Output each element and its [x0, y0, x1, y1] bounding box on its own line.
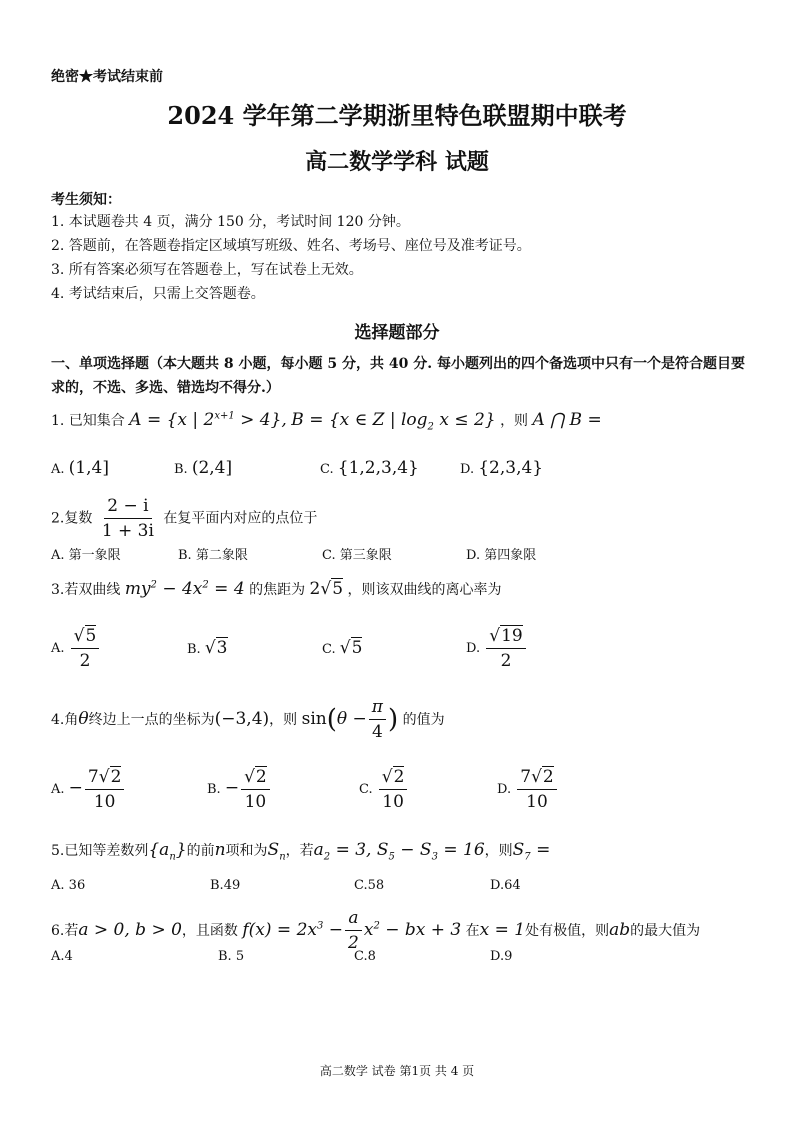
question-text: ，则 — [269, 712, 298, 728]
option-c[interactable]: C. √5 — [322, 638, 363, 658]
option-b[interactable]: B. 5 — [218, 949, 245, 964]
question-2 — [51, 496, 317, 541]
exam-subtitle: 高二数学学科 试题 — [305, 149, 489, 175]
question-5 — [51, 840, 550, 862]
math-fraction: $\frac{2 - i}{1 + 3i}$ — [101, 496, 154, 541]
question-number: 4. — [51, 712, 65, 728]
question-number: 5. — [51, 843, 65, 859]
question-text: 的前 — [186, 843, 215, 859]
question-text: ，则该双曲线的离心率为 — [347, 582, 502, 598]
question-text: 处有极值，则 — [525, 923, 610, 939]
option-d[interactable]: D. {2,3,4} — [460, 458, 544, 478]
math-condition: a > 0, b > 0 — [78, 920, 182, 940]
option-a[interactable]: A. 第一象限 — [51, 548, 121, 563]
option-d[interactable]: D. $\frac{√19}{2}$ — [466, 626, 528, 671]
part-heading: 一、单项选择题（本大题共 8 小题，每小题 5 分，共 40 分. 每小题列出的四个备选项中只有一个是符合题目要求的，不选、多选、错选均不得分.） — [51, 356, 745, 396]
question-text: 复数 — [64, 510, 93, 527]
math-n: n — [214, 840, 226, 860]
option-c[interactable]: C. 第三象限 — [322, 548, 392, 563]
math-sn: $S_n$ — [267, 840, 286, 863]
math-hyperbola: $my^2 - 4x^2 = 4$ — [124, 579, 245, 599]
question-text: 在 — [465, 923, 480, 939]
question-text: 的最大值为 — [630, 923, 701, 939]
question-number: 6. — [51, 923, 65, 939]
option-b[interactable]: B.49 — [210, 878, 241, 893]
question-text: 在复平面内对应的点位于 — [163, 510, 318, 527]
option-a[interactable]: A.4 — [51, 949, 73, 964]
math-focal: 2√5 — [309, 579, 344, 599]
option-b[interactable]: B. − $\frac{√2}{10}$ — [207, 767, 272, 812]
notice-heading: 考生须知： — [51, 192, 121, 208]
option-b[interactable]: B. (2,4] — [174, 458, 233, 478]
question-text: 的焦距为 — [249, 582, 306, 598]
question-text: 若 — [64, 923, 79, 939]
option-c[interactable]: C.8 — [354, 949, 376, 964]
question-number: 2. — [51, 510, 65, 527]
page-footer: 高二数学 试卷 第1页 共 4 页 — [319, 1064, 475, 1078]
question-text: 已知集合 — [68, 413, 125, 429]
math-theta: θ — [78, 709, 89, 729]
question-text: ，则 — [484, 843, 513, 859]
math-sin: sin(θ − $\frac{\pi}{4}$ ) — [301, 697, 399, 742]
section-title: 选择题部分 — [354, 323, 440, 343]
option-d[interactable]: D.64 — [490, 878, 521, 893]
math-ask: $S_7$ = — [512, 840, 551, 863]
question-4 — [51, 697, 445, 742]
question-text: 若双曲线 — [64, 582, 121, 598]
question-text: ，则 — [500, 413, 529, 429]
option-a[interactable]: A. (1,4] — [51, 458, 109, 478]
question-text: ，若 — [285, 843, 314, 859]
question-1 — [51, 410, 602, 432]
exam-title: 2024 学年第二学期浙里特色联盟期中联考 — [167, 101, 627, 130]
option-c[interactable]: C. {1,2,3,4} — [320, 458, 419, 478]
notice-item: 2. 答题前，在答题卷指定区域填写班级、姓名、考场号、座位号及准考证号。 — [51, 238, 531, 254]
question-text: 的值为 — [402, 712, 445, 728]
notice-item: 4. 考试结束后，只需上交答题卷。 — [51, 286, 265, 302]
math-point: (−3,4) — [214, 709, 270, 729]
question-3 — [51, 579, 502, 599]
notice-item: 3. 所有答案必须写在答题卷上，写在试卷上无效。 — [51, 262, 363, 278]
option-c[interactable]: C. $\frac{√2}{10}$ — [359, 767, 409, 812]
question-text: 角 — [64, 712, 79, 728]
option-c[interactable]: C.58 — [354, 878, 385, 893]
option-d[interactable]: D. $\frac{7√2}{10}$ — [497, 767, 559, 812]
question-text: 已知等差数列 — [64, 843, 149, 859]
option-a[interactable]: A. 36 — [51, 878, 86, 893]
math-set-A: A = {x | $2^{x+1} > 4$}, — [129, 410, 287, 430]
option-b[interactable]: B. √3 — [187, 638, 228, 658]
question-6 — [51, 908, 700, 953]
notice-item: 1. 本试题卷共 4 页，满分 150 分，考试时间 120 分钟。 — [51, 214, 410, 230]
math-function: $f(x) = 2x^3$ − $\frac{a}{2}$ $x^2$ − bx + 3 — [242, 908, 462, 953]
option-a[interactable]: A. − $\frac{7√2}{10}$ — [51, 767, 126, 812]
math-set-B: B = {x ∈ Z | $\log_2 x \le 2$} — [291, 410, 496, 433]
question-text: 项和为 — [225, 843, 268, 859]
question-text: 终边上一点的坐标为 — [88, 712, 215, 728]
question-text: ，且函数 — [181, 923, 238, 939]
confidential-mark: 绝密★考试结束前 — [51, 69, 163, 85]
question-number: 3. — [51, 582, 65, 598]
math-condition: $a_2 = 3$, $S_5 - S_3 = 16$ — [313, 840, 485, 863]
option-d[interactable]: D. 第四象限 — [466, 548, 537, 563]
math-x1: x = 1 — [479, 920, 526, 940]
option-b[interactable]: B. 第二象限 — [178, 548, 248, 563]
option-d[interactable]: D.9 — [490, 949, 513, 964]
question-number: 1. — [51, 413, 65, 429]
option-a[interactable]: A. $\frac{√5}{2}$ — [51, 626, 101, 671]
math-seq: $\{a_n\}$ — [148, 840, 187, 863]
math-ab: ab — [609, 920, 631, 940]
math-expr: A ⋂ B = — [532, 410, 602, 430]
